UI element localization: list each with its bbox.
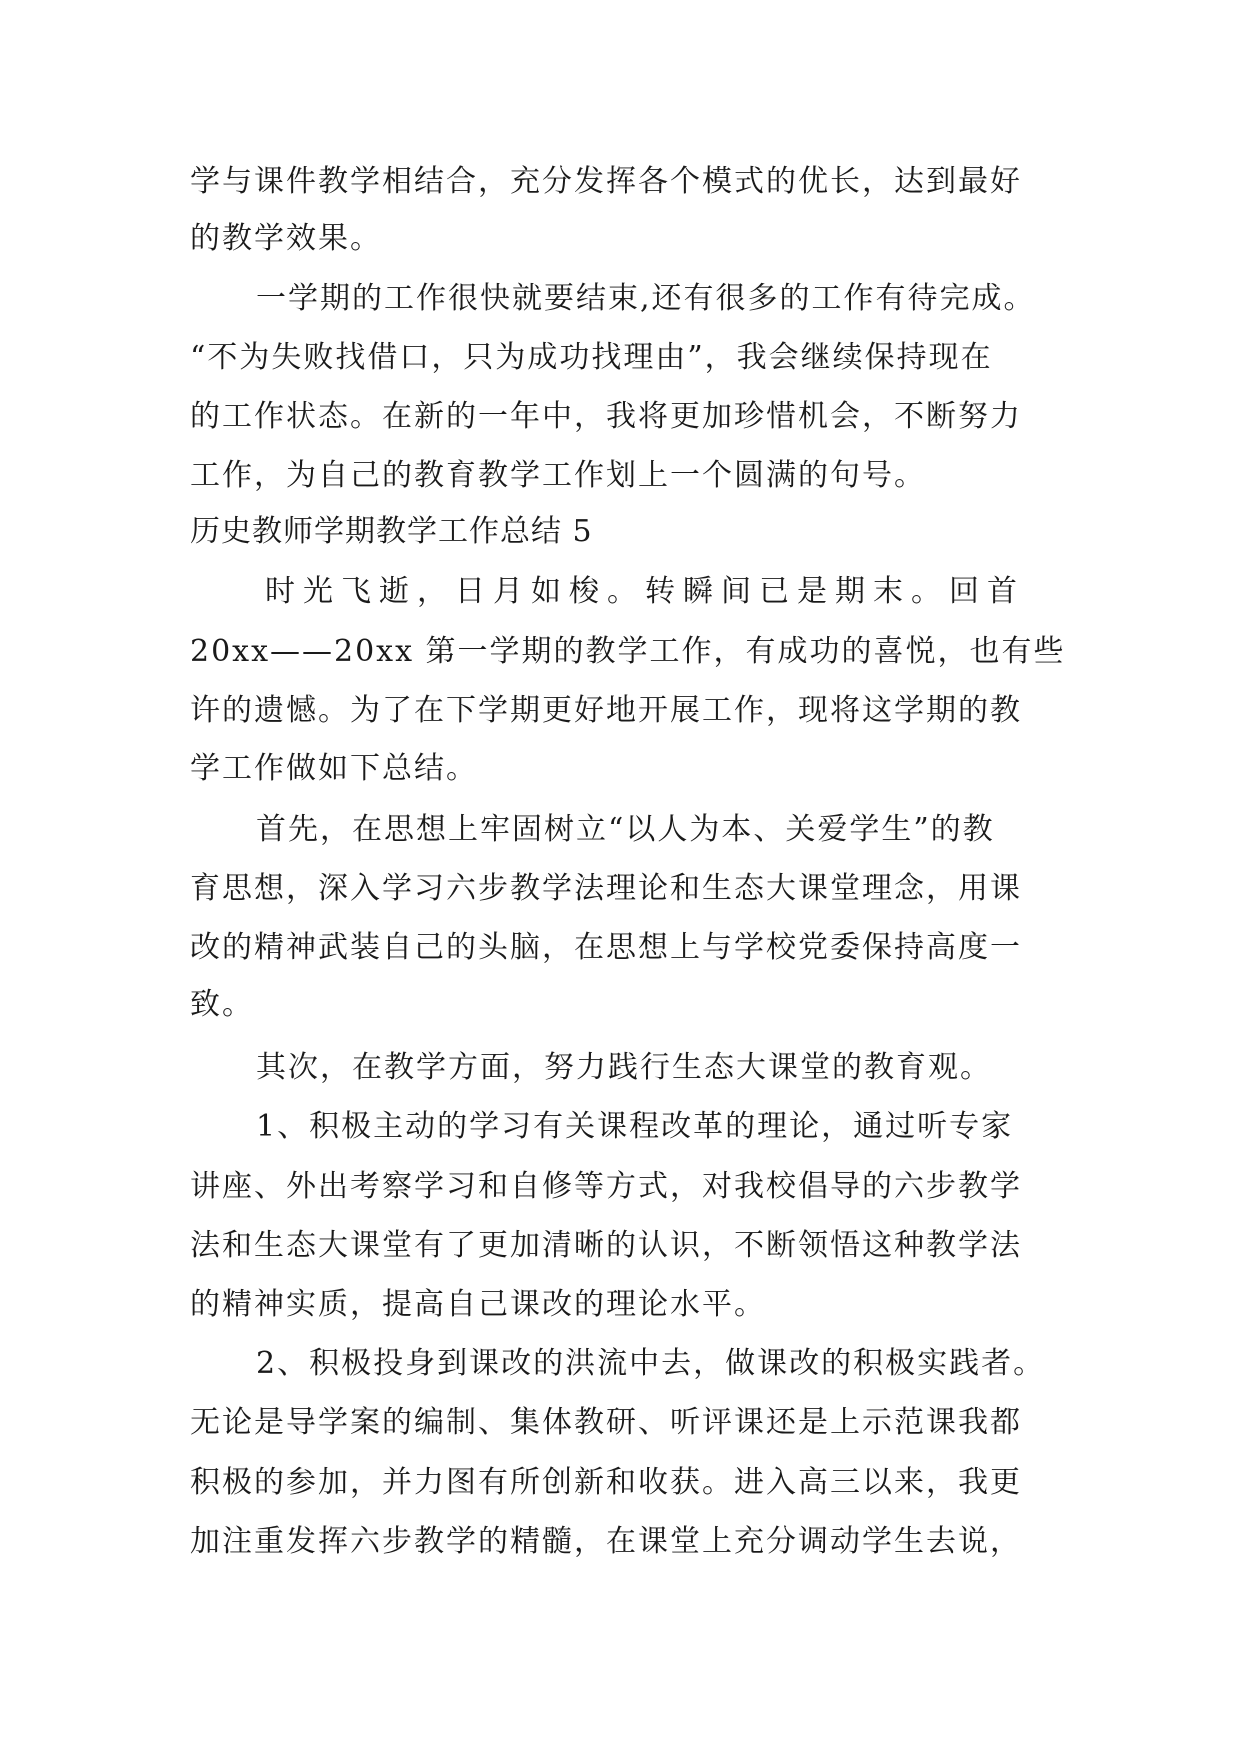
text-line: 其次，在教学方面，努力践行生态大课堂的教育观。 [256,1050,992,1085]
text-line: 的精神实质，提高自己课改的理论水平。 [190,1287,766,1322]
text-line: 无论是导学案的编制、集体教研、听评课还是上示范课我都 [190,1405,1022,1440]
text-line: 积极的参加，并力图有所创新和收获。进入高三以来，我更 [190,1465,1022,1500]
text-line: 改的精神武装自己的头脑，在思想上与学校党委保持高度一 [190,930,1022,965]
text-line: 工作，为自己的教育教学工作划上一个圆满的句号。 [190,458,926,493]
section-heading: 历史教师学期教学工作总结 5 [190,514,593,549]
text-line: 一学期的工作很快就要结束,还有很多的工作有待完成。 [256,281,1036,316]
text-line: 致。 [190,987,254,1022]
text-line: 2、积极投身到课改的洪流中去，做课改的积极实践者。 [256,1346,1046,1381]
text-line: 学与课件教学相结合，充分发挥各个模式的优长，达到最好 [190,164,1022,199]
text-line: 育思想，深入学习六步教学法理论和生态大课堂理念，用课 [190,871,1022,906]
text-line: 许的遗憾。为了在下学期更好地开展工作，现将这学期的教 [190,693,1022,728]
text-line: 加注重发挥六步教学的精髓，在课堂上充分调动学生去说， [190,1524,1022,1559]
text-line: 首先，在思想上牢固树立“以人为本、关爱学生”的教 [256,812,995,847]
text-line: 1、积极主动的学习有关课程改革的理论，通过听专家 [256,1109,1014,1144]
text-line: 学工作做如下总结。 [190,751,478,786]
text-line: 的工作状态。在新的一年中，我将更加珍惜机会，不断努力 [190,399,1022,434]
text-line: 的教学效果。 [190,221,382,256]
text-line: “不为失败找借口，只为成功找理由”，我会继续保持现在 [190,340,993,375]
text-line: 讲座、外出考察学习和自修等方式，对我校倡导的六步教学 [190,1169,1022,1204]
text-line: 20xx——20xx 第一学期的教学工作，有成功的喜悦，也有些 [190,634,1066,669]
text-line: 法和生态大课堂有了更加清晰的认识，不断领悟这种教学法 [190,1228,1022,1263]
text-line: 时光飞逝，日月如梭。转瞬间已是期末。回首 [265,574,1025,609]
